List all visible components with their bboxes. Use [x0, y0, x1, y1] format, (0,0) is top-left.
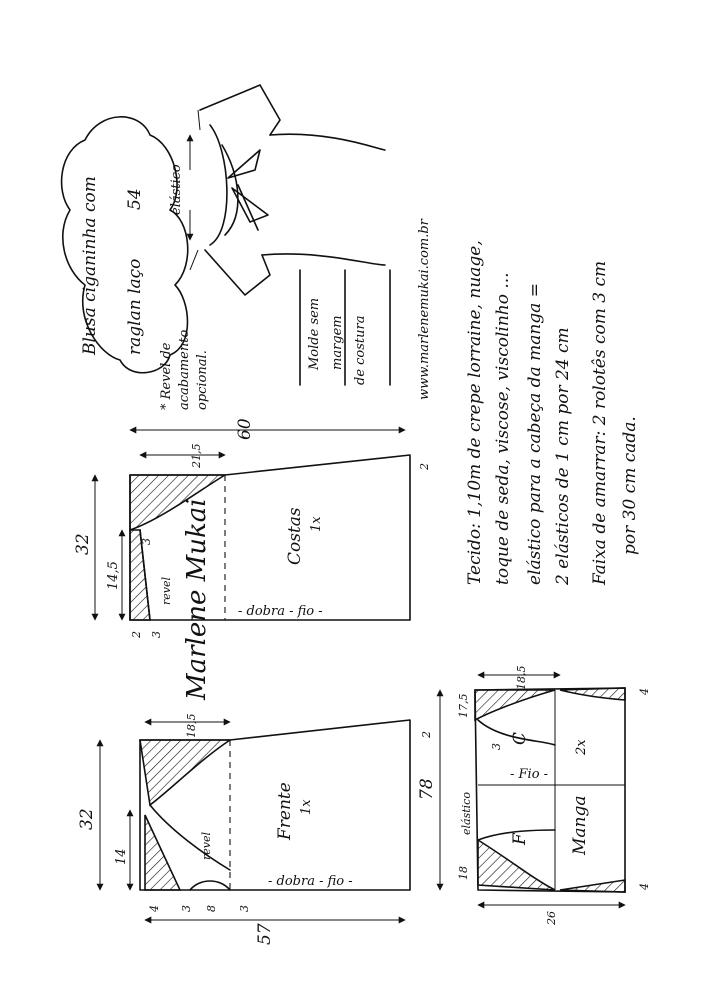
title-cloud [62, 117, 188, 373]
mold-note-line1: Molde sem [307, 297, 322, 370]
frente-name: Frente [275, 782, 295, 840]
instructions-line5: Faixa de amarrar: 2 rolotês com 3 cm [590, 260, 610, 585]
frente-d8: 8 [205, 905, 218, 912]
manga-bottom: 26 [545, 911, 558, 925]
manga-letter-f: F [510, 833, 530, 845]
costas-width: 60 [235, 418, 255, 440]
frente-piece [77, 714, 433, 946]
title-number: 54 [125, 188, 145, 210]
costas-piece [73, 418, 431, 639]
costas-revel: revel [160, 576, 173, 605]
costas-name: Costas [285, 507, 305, 565]
frente-revel: revel [200, 831, 213, 860]
instructions-line2: toque de seda, viscose, viscolinho ... [493, 272, 513, 585]
manga-piece [417, 666, 651, 927]
frente-d4: 4 [148, 905, 161, 912]
costas-count: 1x [309, 516, 324, 532]
mold-note-line2: margem [330, 315, 345, 370]
elastic-label: elástico [169, 164, 184, 215]
frente-dobra-fio: - dobra - fio - [268, 874, 353, 889]
notes [159, 218, 432, 410]
costas-d3: 3 [140, 538, 153, 545]
instructions [465, 240, 640, 586]
costas-dobra-fio: - dobra - fio - [238, 604, 323, 619]
revel-note-line2: acabamento [177, 329, 192, 410]
manga-count: 2x [574, 739, 589, 755]
manga-bottom-left: 18 [457, 866, 470, 880]
instructions-line1: Tecido: 1,10m de crepe lorraine, nuage, [465, 240, 485, 585]
manga-elastic: elástico [460, 792, 473, 835]
manga-d4a: 4 [638, 688, 651, 695]
instructions-line3: elástico para a cabeça da manga = [525, 283, 545, 585]
frente-count: 1x [299, 799, 314, 815]
manga-fio: - Fio - [510, 767, 549, 782]
manga-d3: 3 [490, 743, 503, 750]
blouse-sketch [169, 85, 385, 295]
mold-note-line3: de costura [353, 315, 368, 385]
manga-top-right: 18,5 [515, 665, 528, 690]
signature-text: Marlene Mukai [182, 498, 212, 700]
costas-d2b: 2 [418, 463, 431, 470]
instructions-line4: 2 elásticos de 1 cm por 24 cm [553, 327, 573, 585]
frente-height: 32 [77, 808, 97, 830]
manga-d4b: 4 [638, 883, 651, 890]
frente-neck-side: 14 [114, 848, 129, 865]
costas-top: 21,5 [190, 443, 203, 468]
manga-height: 78 [417, 778, 437, 800]
instructions-line6: por 30 cm cada. [620, 416, 640, 555]
frente-d3a: 3 [180, 905, 193, 912]
title-line1: Blusa ciganinha com [80, 176, 100, 355]
costas-neck-side: 14,5 [106, 561, 121, 590]
frente-d3b: 3 [238, 905, 251, 912]
frente-top: 18,5 [185, 713, 198, 738]
manga-name: Manga [570, 795, 590, 855]
frente-d2: 2 [420, 731, 433, 738]
revel-note-line1: * Revel de [159, 342, 174, 410]
title-line2: raglan laço [125, 258, 145, 355]
costas-height: 32 [73, 533, 93, 555]
website-link[interactable]: www.marlenemukai.com.br [417, 219, 432, 400]
costas-d2: 2 [130, 631, 143, 638]
manga-top-small: 17,5 [457, 693, 470, 718]
revel-note-line3: opcional. [195, 350, 210, 410]
frente-width: 57 [255, 923, 275, 945]
manga-letter-c: C [510, 731, 530, 745]
signature [182, 498, 212, 701]
costas-d3b: 3 [150, 631, 163, 638]
